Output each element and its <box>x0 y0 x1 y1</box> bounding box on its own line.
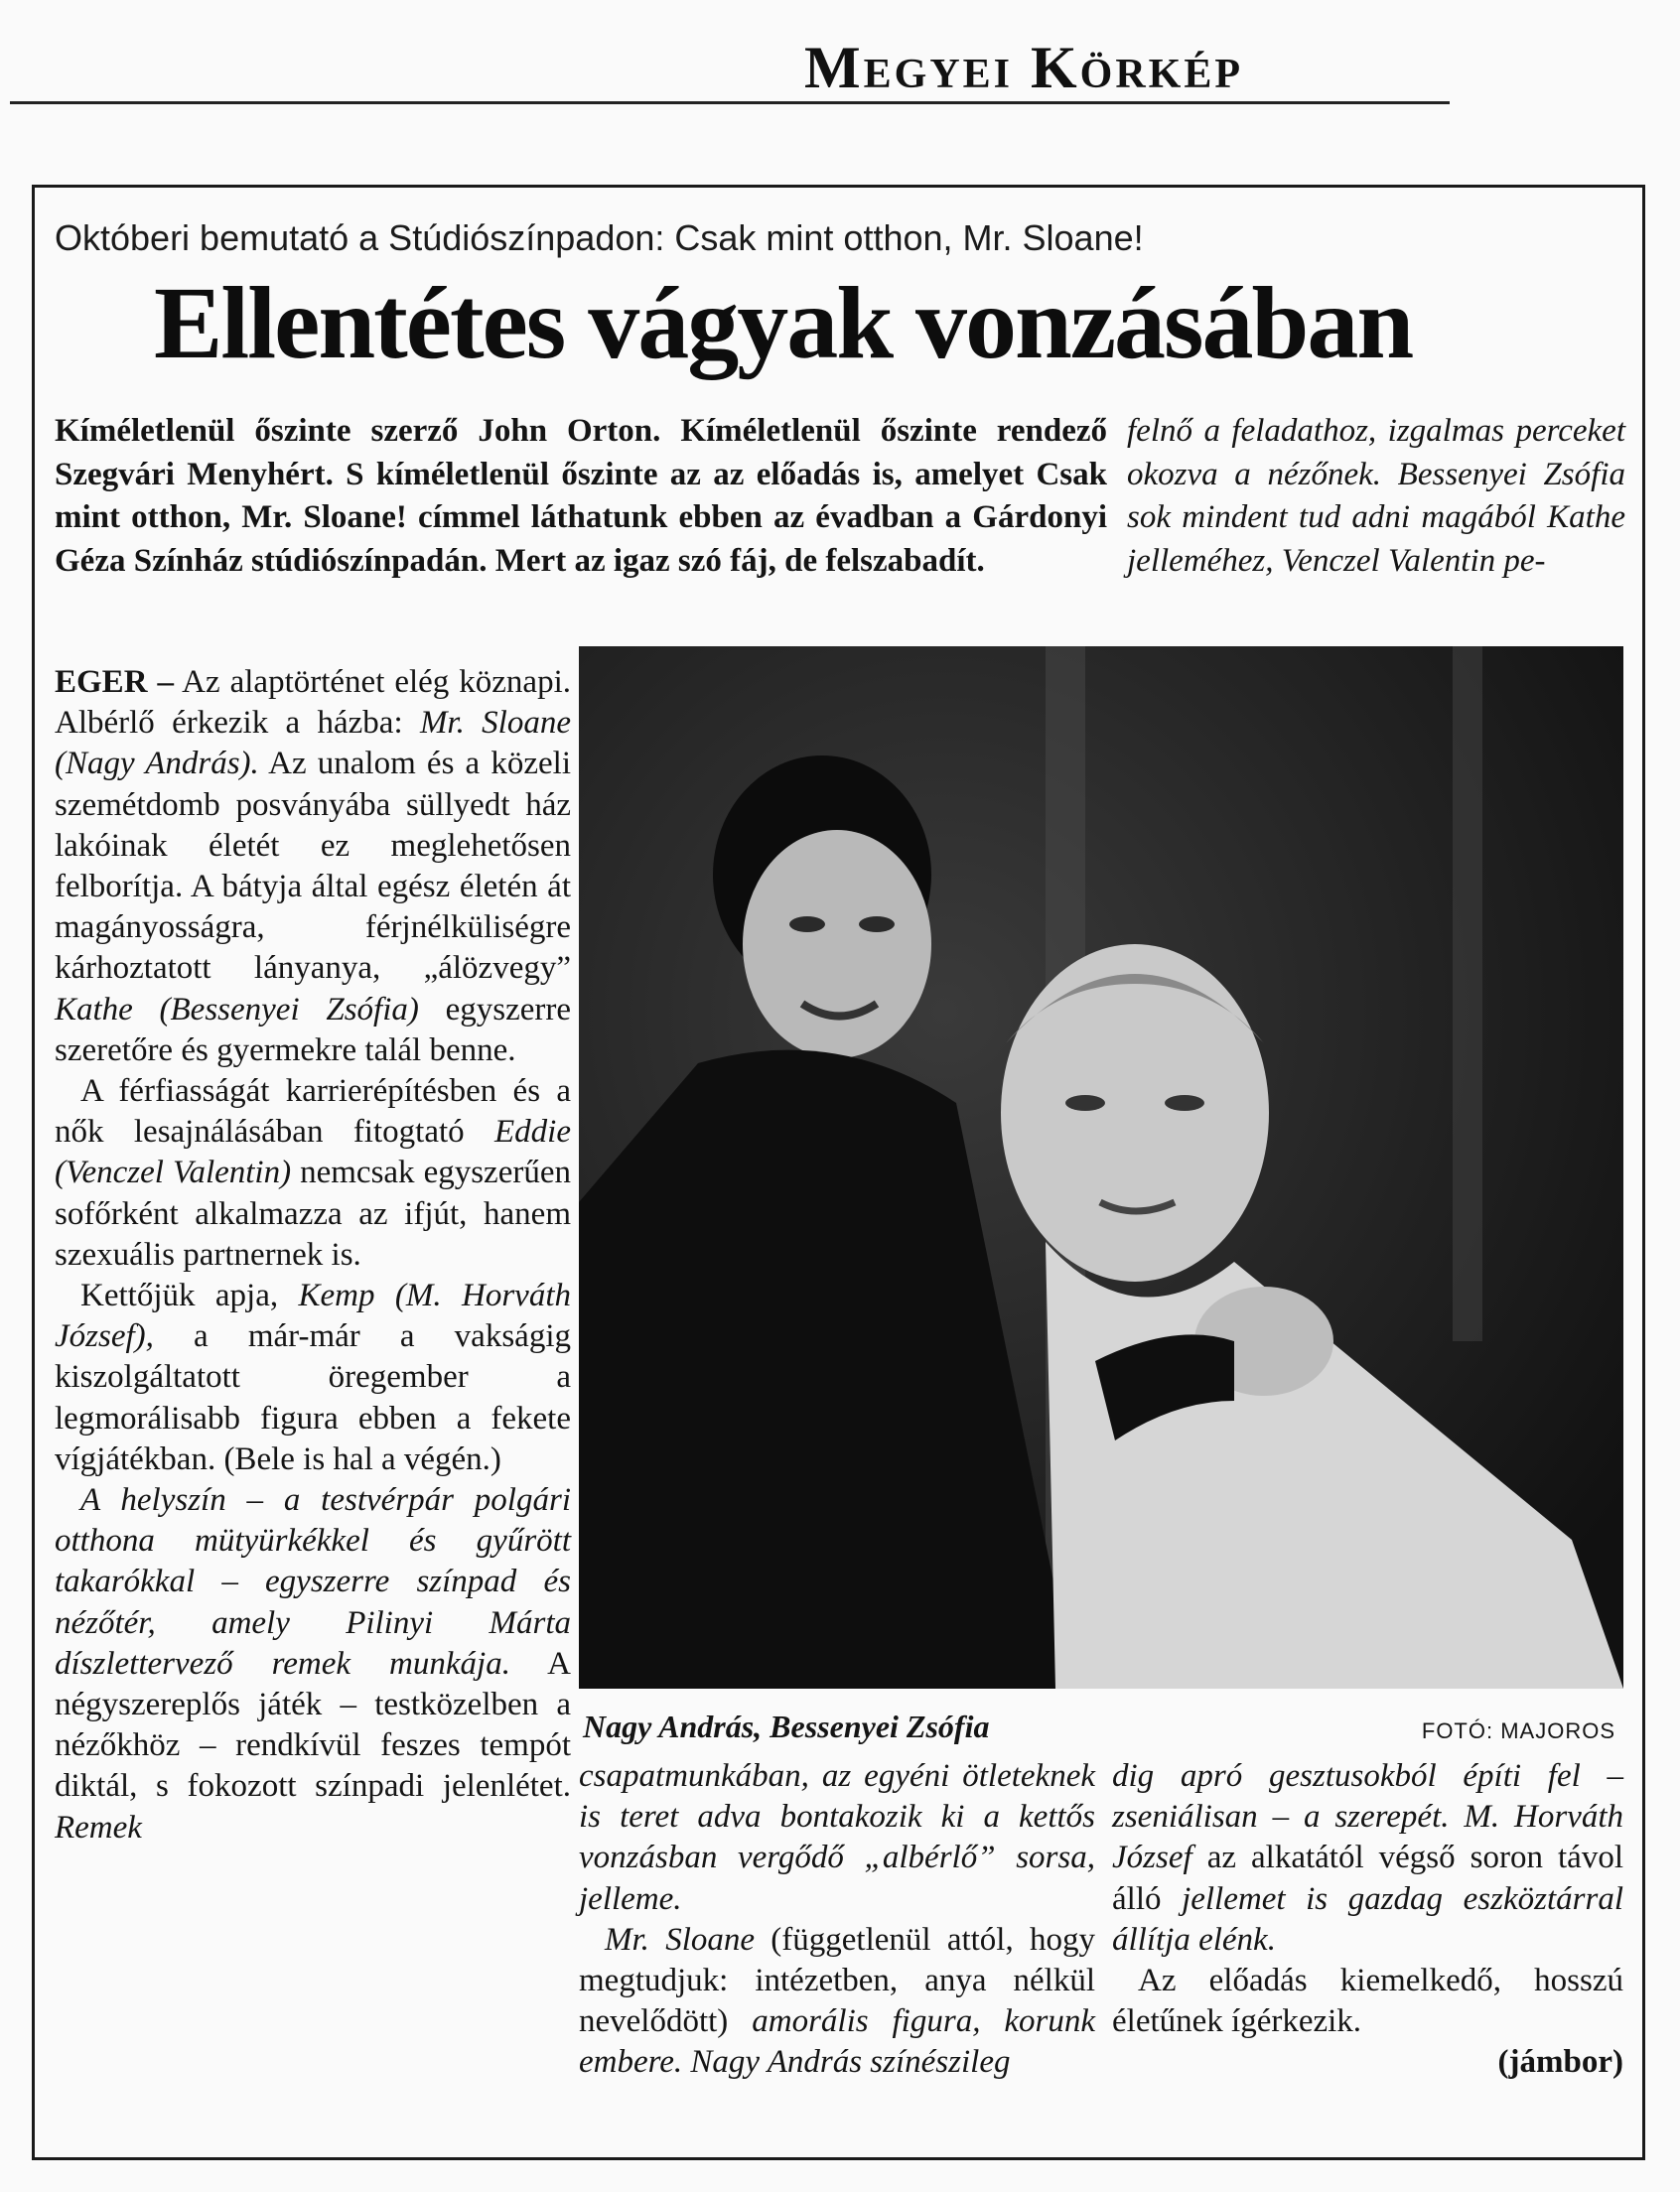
header-rule <box>10 101 1450 104</box>
col1-p1-text-a: Az alaptörténet elég köznapi. Albérlő érkezik a házba: <box>55 664 571 742</box>
col2-paragraph-2 <box>579 1920 1095 2084</box>
col1-paragraph-3 <box>55 1276 571 1480</box>
col3-p1-text-d: jellemet is gazdag eszköztárral állítja elénk. <box>1112 1880 1623 1958</box>
col1-p2-text-a: A férfiasságát karrierépítésben és a nők lesajnálásában fitogtató <box>55 1073 571 1151</box>
col2-p1-text: csapatmunkában, az egyéni ötleteknek is teret adva bontakozik ki a kettős vonzásban vergődő „albérlő” sorsa, jelleme. <box>579 1758 1095 1917</box>
column-2 <box>579 1756 1095 2084</box>
lead-continuation-text: felnő a feladathoz, izgalmas perceket okozva a nézőnek. Bessenyei Zsófia sok mindent tud adni magából Kathe jelleméhez, Venczel Valentin pe- <box>1127 413 1625 579</box>
caption-names: Nagy András, Bessenyei Zsófia <box>583 1709 990 1744</box>
signature-line <box>1112 2042 1623 2083</box>
col2-paragraph-1 <box>579 1756 1095 1920</box>
col1-p1-text-e: egyszerre szeretőre és gyermekre talál benne. <box>55 991 572 1068</box>
col1-p3-text-c: a már-már a vakságig kiszolgáltatott öregember a legmorálisabb figura ebben a fekete vígjátékban. (Bele is hal a végén.) <box>55 1318 571 1477</box>
photo-credit: FOTÓ: MAJOROS <box>1421 1718 1615 1743</box>
col1-p4-text-c: Remek <box>55 1809 142 1846</box>
col2-p2-text-c: amorális figura, korunk embere. Nagy András színészileg <box>579 2003 1096 2081</box>
col1-p1-text-b: Mr. Sloane (Nagy András). <box>55 705 571 782</box>
photo-illustration <box>579 646 1623 1689</box>
column-1 <box>55 662 571 1849</box>
dateline: EGER – <box>55 664 174 700</box>
col1-p1-text-c: Az unalom és a közeli szemétdomb posványába süllyedt ház lakóinak életét ez meglehetősen felborítja. A bátyja által egész életén át magányosságra, férjnélküliségre kárhoztatott lányanya, „álözvegy” <box>55 746 571 987</box>
col1-p3-text-b: Kemp (M. Horváth József), <box>55 1278 571 1355</box>
lead-continuation <box>1127 410 1625 583</box>
lead-paragraph: Kíméletlenül őszinte szerző John Orton. Kíméletlenül őszinte rendező Szegvári Menyhért. S kíméletlenül őszinte az az előadás is, amelyet Csak mint otthon, Mr. Sloane! címmel láthatunk ebben az évadban a Gárdonyi Géza Színház stúdiószínpadán. Mert az igaz szó fáj, de felszabadít. <box>55 413 1107 579</box>
article-photo <box>579 646 1623 1689</box>
col1-p2-text-b: Eddie (Venczel Valentin) <box>55 1114 571 1191</box>
col2-p2-text-b: (függetlenül attól, hogy megtudjuk: intézetben, anya nélkül nevelődött) <box>579 1921 1095 2040</box>
page-header <box>0 0 1680 109</box>
kicker: Októberi bemutató a Stúdiószínpadon: Csak mint otthon, Mr. Sloane! <box>55 217 1144 258</box>
headline: Ellentétes vágyak vonzásában <box>154 266 1413 380</box>
col1-p1-text-d: Kathe (Bessenyei Zsófia) <box>55 991 419 1028</box>
col3-p1-text-c: az alkatától végső soron távol álló <box>1112 1840 1624 1917</box>
col1-p2-text-c: nemcsak egyszerűen sofőrként alkalmazza az ifjút, hanem szexuális partnernek is. <box>55 1155 571 1273</box>
col1-paragraph-2 <box>55 1071 571 1276</box>
col1-p3-text-a: Kettőjük apja, <box>80 1278 279 1314</box>
col3-paragraph-2: Az előadás kiemelkedő, hosszú életűnek ígérkezik. <box>1112 1963 1623 2040</box>
section-title: Megyei Körkép <box>804 35 1244 100</box>
col1-paragraph-1 <box>55 662 571 1071</box>
col3-p1-text-a: dig apró gesztusokból építi fel – zseniálisan – a szerepét. <box>1112 1758 1623 1836</box>
col3-p1-text-b: M. Horváth József <box>1112 1799 1624 1876</box>
article-box <box>32 185 1645 2160</box>
col1-paragraph-4 <box>55 1480 571 1849</box>
col2-p2-text-a: Mr. Sloane <box>605 1921 756 1958</box>
photo-caption <box>579 1709 1623 1752</box>
column-3 <box>1112 1756 1623 2084</box>
col1-p4-text-b: A négyszereplős játék – testközelben a nézőkhöz – rendkívül feszes tempót diktál, s fokozott színpadi jelenlétet. <box>55 1645 571 1805</box>
col1-p4-text-a: A helyszín – a testvérpár polgári otthona mütyürkékkel és gyűrött takarókkal – egyszerre színpad és nézőtér, amely Pilinyi Márta díszlettervező remek munkája. <box>55 1482 571 1682</box>
col3-paragraph-1 <box>1112 1756 1623 1961</box>
author-signature: (jámbor) <box>1497 2044 1623 2081</box>
